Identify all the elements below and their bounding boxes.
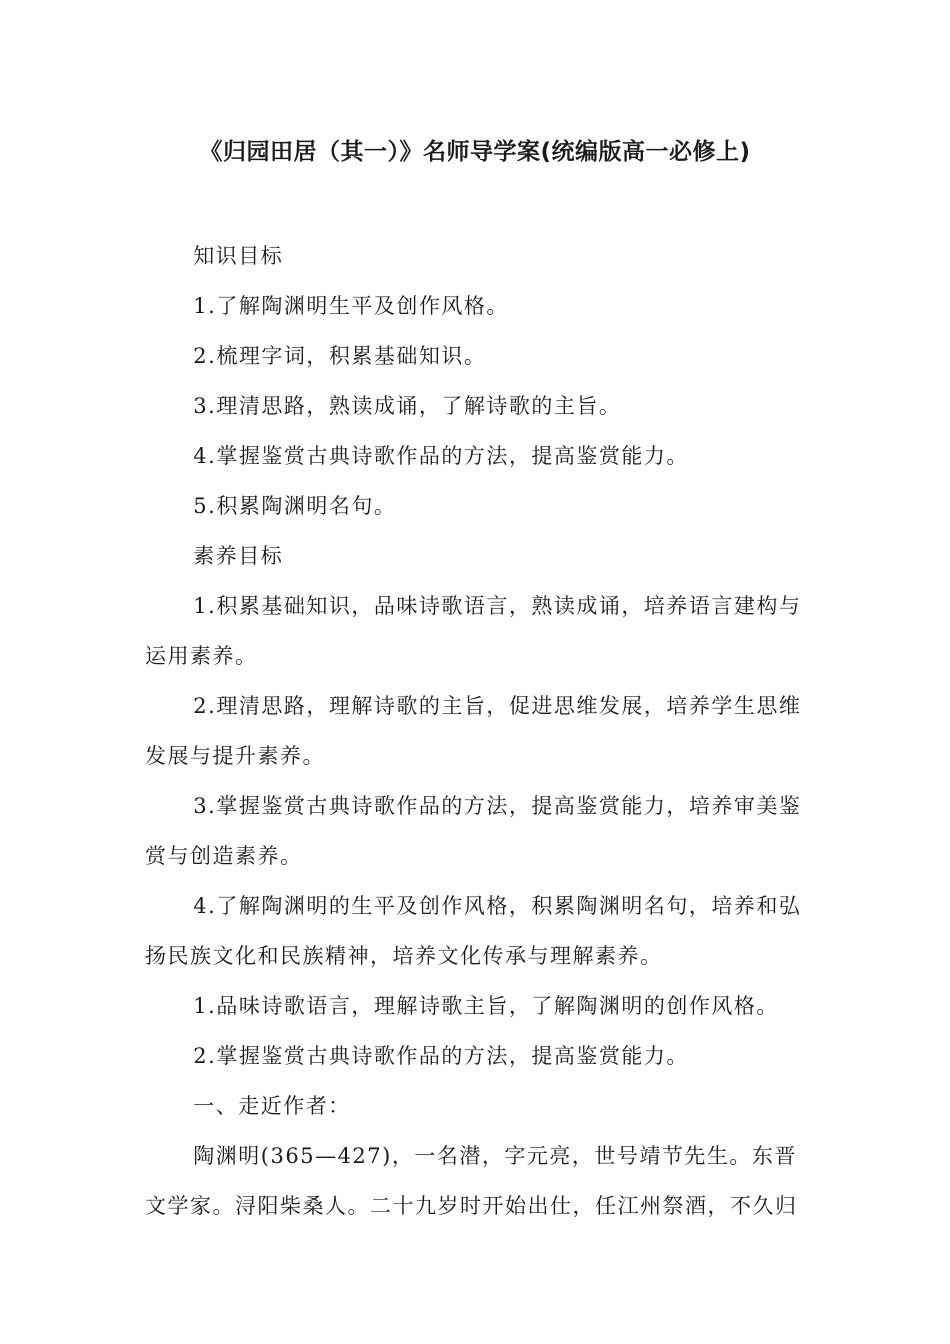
knowledge-goal-5: 5.积累陶渊明名句。: [193, 494, 397, 518]
key-point-2: 2.掌握鉴赏古典诗歌作品的方法，提高鉴赏能力。: [193, 1044, 689, 1068]
knowledge-goal-2: 2.梳理字词，积累基础知识。: [193, 344, 487, 368]
knowledge-goal-3: 3.理清思路，熟读成诵，了解诗歌的主旨。: [193, 394, 622, 418]
document-title: 《归园田居（其一）》名师导学案(统编版高一必修上): [199, 139, 751, 165]
heading-literacy-goals: 素养目标: [193, 544, 284, 568]
literacy-goal-3: 3.掌握鉴赏古典诗歌作品的方法，提高鉴赏能力，培养审美鉴赏与创造素养。: [145, 794, 802, 868]
heading-knowledge-goals: 知识目标: [193, 244, 284, 268]
section-heading-author: 一、走近作者：: [193, 1094, 351, 1118]
literacy-goal-1: 1.积累基础知识，品味诗歌语言，熟读成诵，培养语言建构与运用素养。: [145, 594, 802, 668]
knowledge-goal-4: 4.掌握鉴赏古典诗歌作品的方法，提高鉴赏能力。: [193, 444, 689, 468]
document-body: [145, 231, 809, 1231]
knowledge-goal-1: 1.了解陶渊明生平及创作风格。: [193, 294, 509, 318]
key-point-1: 1.品味诗歌语言，理解诗歌主旨，了解陶渊明的创作风格。: [193, 994, 779, 1018]
literacy-goal-4: 4.了解陶渊明的生平及创作风格，积累陶渊明名句，培养和弘扬民族文化和民族精神，培养文化传承与理解素养。: [145, 894, 802, 968]
literacy-goal-2: 2.理清思路，理解诗歌的主旨，促进思维发展，培养学生思维发展与提升素养。: [145, 694, 802, 768]
author-intro-paragraph: 陶渊明(365—427)，一名潜，字元亮，世号靖节先生。东晋文学家。浔阳柴桑人。二十九岁时开始出仕，任江州祭酒，不久归: [145, 1144, 798, 1218]
